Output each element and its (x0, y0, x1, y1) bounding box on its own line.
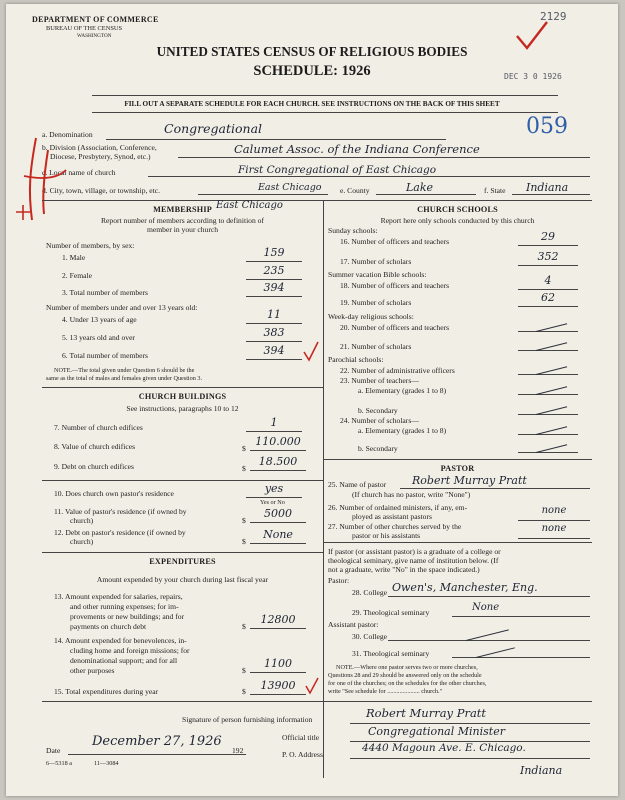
q26-label-2: ployed as assistant pastors (352, 512, 432, 521)
q14-label-1: 14. Amount expended for benevolences, in- (54, 636, 187, 645)
q24a-label: a. Elementary (grades 1 to 8) (358, 426, 447, 435)
date-label: Date (46, 746, 61, 755)
q28-label: 28. College (352, 588, 388, 597)
buildings-sub: See instructions, paragraphs 10 to 12 (126, 404, 239, 413)
q6-label: 6. Total number of members (62, 351, 149, 360)
city-town-value[interactable]: East Chicago (258, 182, 322, 193)
stamp-number: 2129 (540, 10, 567, 23)
date-value[interactable]: December 27, 1926 (92, 734, 222, 749)
q15-label: 15. Total expenditures during year (54, 687, 159, 696)
q19-value[interactable]: 62 (541, 291, 555, 304)
official-title-label: Official title (282, 733, 320, 742)
division-value[interactable]: Calumet Assoc. of the Indiana Conference (234, 142, 480, 156)
graduate-note-3: not a graduate, write "No" in the space indicated.) (328, 565, 480, 574)
q21-label: 21. Number of scholars (340, 342, 412, 351)
q11-label: 11. Value of pastor's residence (if owned by (54, 507, 187, 516)
q17-value[interactable]: 352 (537, 250, 559, 263)
division-label: b. Division (Association, Conference, (42, 143, 157, 152)
q29-label: 29. Theological seminary (352, 608, 430, 617)
q25-label: 25. Name of pastor (328, 480, 387, 489)
city-label: WASHINGTON (77, 33, 112, 39)
dollar-sign: $ (242, 622, 246, 631)
q25-hint: (If church has no pastor, write "None") (352, 490, 471, 499)
q9-value[interactable]: 18.500 (258, 455, 298, 468)
q18-value[interactable]: 4 (544, 274, 552, 287)
census-schedule-sheet (6, 4, 618, 796)
membership-heading: MEMBERSHIP (153, 205, 212, 214)
q26-label-1: 26. Number of ordained ministers, if any, em- (328, 503, 468, 512)
q20-label: 20. Number of officers and teachers (340, 323, 450, 332)
q14-value[interactable]: 1100 (264, 657, 292, 670)
expenditures-heading: EXPENDITURES (149, 557, 216, 566)
membership-note2: same as the total of males and females given under Question 3. (46, 375, 203, 382)
q7-label: 7. Number of church edifices (54, 423, 143, 432)
q5-value[interactable]: 383 (263, 326, 285, 339)
denomination-value[interactable]: Congregational (164, 121, 263, 136)
weekday-label: Week-day religious schools: (328, 312, 414, 321)
q27-label-2: pastor or his assistants (352, 531, 421, 540)
q24-label: 24. Number of scholars— (340, 416, 419, 425)
form-schedule-year: SCHEDULE: 1926 (253, 63, 371, 79)
local-name-label: c. Local name of church (42, 168, 116, 177)
q13-label-2: and other running expenses; for im- (70, 602, 179, 611)
dollar-sign: $ (242, 666, 246, 675)
po-address-value[interactable]: 4440 Magoun Ave. E. Chicago. (362, 742, 526, 754)
membership-sub1: Report number of members according to definition of (100, 216, 264, 225)
red-check-mark (513, 18, 549, 54)
q23b-label: b. Secondary (358, 406, 398, 415)
q10-value[interactable]: yes (264, 482, 284, 495)
q12-value[interactable]: None (263, 528, 293, 541)
summer-label: Summer vacation Bible schools: (328, 270, 427, 279)
official-title-value[interactable]: Congregational Minister (368, 725, 505, 738)
q27-value[interactable]: none (541, 523, 567, 534)
q11-label-2: church) (70, 516, 94, 525)
q31-label: 31. Theological seminary (352, 649, 430, 658)
bureau-label: BUREAU OF THE CENSUS (46, 25, 123, 32)
dollar-sign: $ (242, 516, 246, 525)
q3-label: 3. Total number of members (62, 288, 149, 297)
q11-value[interactable]: 5000 (264, 507, 292, 520)
q28-value[interactable]: Owen's, Manchester, Eng. (392, 581, 538, 594)
county-label: e. County (340, 186, 370, 195)
q6-value[interactable]: 394 (263, 344, 285, 357)
membership-note1: NOTE.—The total given under Question 6 should be the (54, 367, 195, 374)
local-name-value[interactable]: First Congregational of East Chicago (238, 164, 437, 176)
q14-label-2: cluding home and foreign missions; for (70, 646, 190, 655)
division-label-2: Diocese, Presbytery, Synod, etc.) (50, 152, 151, 161)
q29-value[interactable]: None (472, 602, 500, 613)
city-town-label: d. City, town, village, or township, etc. (42, 186, 161, 195)
schools-sub: Report here only schools conducted by this church (380, 216, 535, 225)
q12-label-2: church) (70, 537, 94, 546)
form-title: UNITED STATES CENSUS OF RELIGIOUS BODIES (156, 44, 468, 59)
q13-value[interactable]: 12800 (260, 613, 296, 626)
q27-label-1: 27. Number of other churches served by the (328, 522, 462, 531)
q24b-label: b. Secondary (358, 444, 398, 453)
q23-label: 23. Number of teachers— (340, 376, 419, 385)
q5-label: 5. 13 years old and over (62, 333, 135, 342)
po-address-state[interactable]: Indiana (520, 764, 563, 777)
q22-label: 22. Number of administrative officers (340, 366, 455, 375)
q25-value[interactable]: Robert Murray Pratt (412, 474, 527, 487)
q1-label: 1. Male (62, 253, 86, 262)
by-sex-label: Number of members, by sex: (46, 241, 135, 250)
q12-label: 12. Debt on pastor's residence (if owned by (54, 528, 186, 537)
dollar-sign: $ (242, 687, 246, 696)
membership-city-note: East Chicago (216, 200, 283, 211)
q13-label-4: payments on church debt (70, 622, 147, 631)
state-value[interactable]: Indiana (526, 181, 569, 194)
membership-sub2: member in your church (146, 225, 219, 234)
q1-value[interactable]: 159 (263, 246, 285, 259)
q14-label-3: denominational support; and for all (70, 656, 178, 665)
po-address-label: P. O. Address (282, 750, 323, 759)
age-label: Number of members under and over 13 years old: (46, 303, 198, 312)
graduate-note-1: If pastor (or assistant pastor) is a graduate of a college or (328, 547, 501, 556)
q8-label: 8. Value of church edifices (54, 442, 136, 451)
denomination-code: 059 (526, 114, 568, 139)
pastor-note-2: Questions 28 and 29 should be answered only on the schedule (328, 672, 482, 679)
assistant-pastor-label: Assistant pastor: (328, 620, 379, 629)
q15-value[interactable]: 13900 (260, 679, 296, 692)
q8-value[interactable]: 110.000 (255, 435, 301, 448)
parochial-label: Parochial schools: (328, 355, 384, 364)
q16-label: 16. Number of officers and teachers (340, 237, 450, 246)
yes-no-hint: Yes or No (260, 499, 285, 506)
q13-label-3: provements or new buildings; and for (70, 612, 185, 621)
q10-label: 10. Does church own pastor's residence (54, 489, 174, 498)
dept-label: DEPARTMENT OF COMMERCE (32, 15, 159, 24)
pastor-note-4: write "See schedule for ..................... church." (328, 688, 443, 695)
dollar-sign: $ (242, 537, 246, 546)
q17-label: 17. Number of scholars (340, 257, 412, 266)
q7-value[interactable]: 1 (270, 416, 278, 429)
q19-label: 19. Number of scholars (340, 298, 412, 307)
buildings-heading: CHURCH BUILDINGS (138, 392, 227, 401)
q2-label: 2. Female (62, 271, 92, 280)
signature-label: Signature of person furnishing information (182, 715, 313, 724)
sunday-label: Sunday schools: (328, 226, 378, 235)
q2-value[interactable]: 235 (263, 264, 285, 277)
date-year-print: 192 (232, 746, 244, 755)
red-margin-marks (14, 130, 74, 230)
q14-label-4: other purposes (70, 666, 115, 675)
county-value[interactable]: Lake (406, 181, 434, 194)
q9-label: 9. Debt on church edifices (54, 462, 134, 471)
schools-heading: CHURCH SCHOOLS (417, 205, 498, 214)
instructions-banner: FILL OUT A SEPARATE SCHEDULE FOR EACH CHURCH. SEE INSTRUCTIONS ON THE BACK OF THIS SHEET (124, 100, 500, 108)
q18-label: 18. Number of officers and teachers (340, 281, 450, 290)
pastor-note-1: NOTE.—Where one pastor serves two or more churches, (336, 664, 478, 671)
red-tick-q6 (302, 340, 320, 364)
q4-label: 4. Under 13 years of age (62, 315, 137, 324)
signature-value[interactable]: Robert Murray Pratt (366, 706, 487, 720)
q16-value[interactable]: 29 (541, 230, 555, 243)
q26-value[interactable]: none (541, 505, 567, 516)
q13-label-1: 13. Amount expended for salaries, repairs, (54, 592, 183, 601)
q3-value[interactable]: 394 (263, 281, 285, 294)
form-number-2: 11—3084 (94, 760, 119, 767)
pastor-heading: PASTOR (440, 464, 475, 473)
denomination-label: a. Denomination (42, 130, 93, 139)
q23a-label: a. Elementary (grades 1 to 8) (358, 386, 447, 395)
dollar-sign: $ (242, 444, 246, 453)
expenditures-sub: Amount expended by your church during last fiscal year (96, 575, 269, 584)
red-tick-q15 (304, 676, 320, 696)
q4-value[interactable]: 11 (267, 308, 281, 321)
q30-label: 30. College (352, 632, 388, 641)
graduate-note-2: theological seminary, give name of institution below. (If (328, 556, 499, 565)
form-number-1: 6—5318 a (46, 760, 72, 767)
pastor-note-3: for one of the churches; on the schedules for the other churches, (328, 680, 487, 687)
state-label: f. State (484, 186, 506, 195)
dollar-sign: $ (242, 464, 246, 473)
received-date-stamp: DEC 3 0 1926 (504, 72, 562, 81)
pastor-sub-label: Pastor: (328, 576, 350, 585)
